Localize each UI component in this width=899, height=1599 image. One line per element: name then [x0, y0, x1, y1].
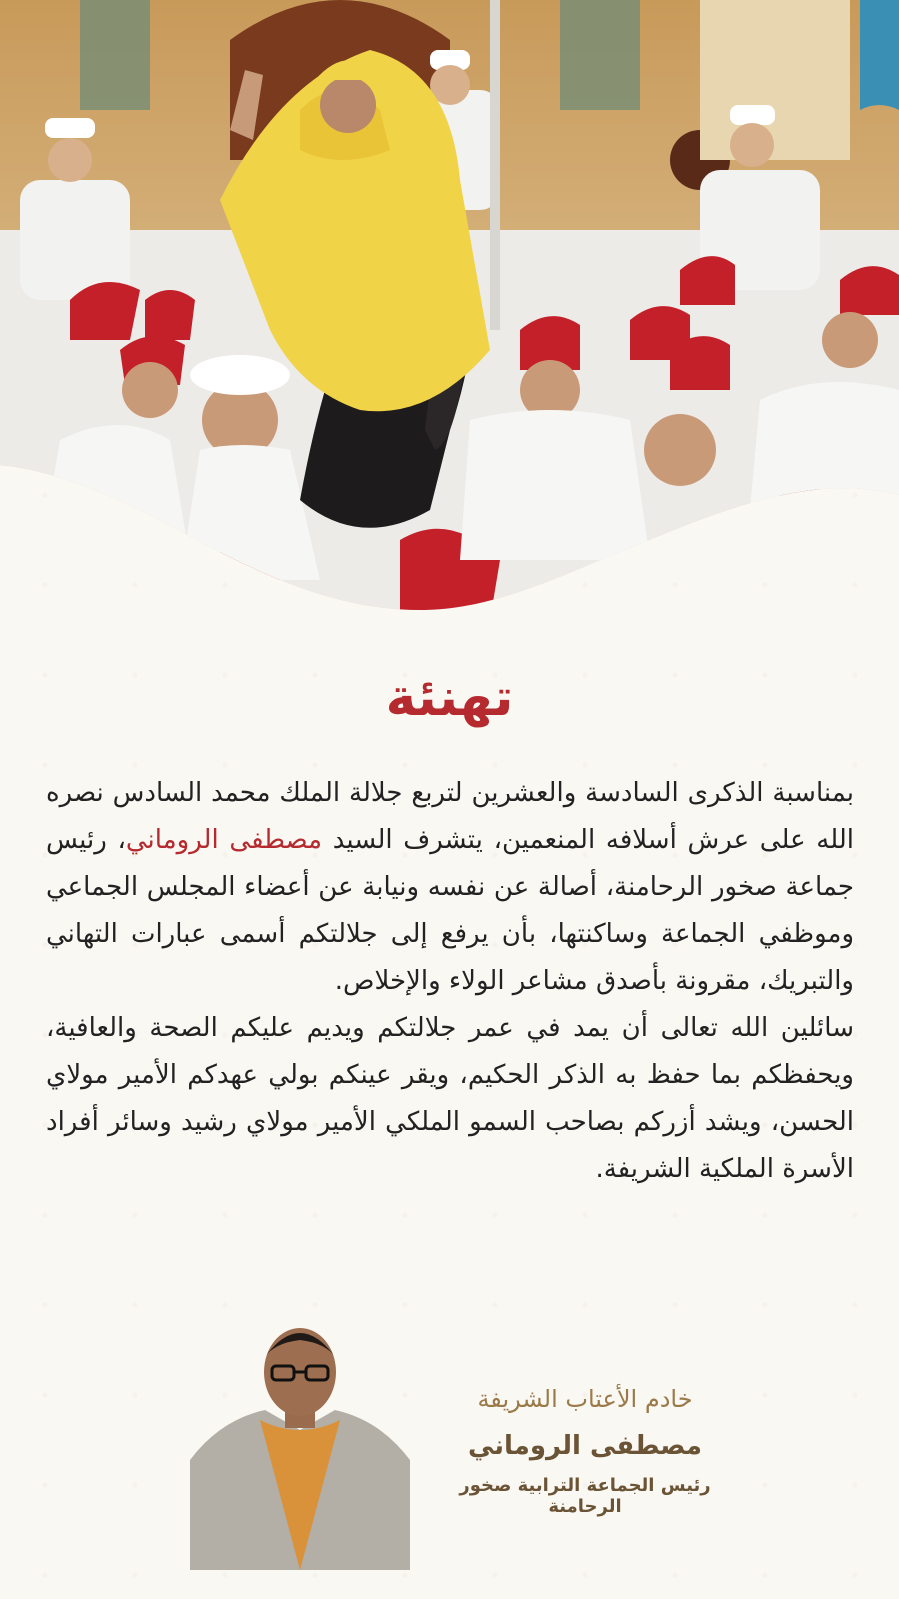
message-paragraph-2: سائلين الله تعالى أن يمد في عمر جلالتكم ويديم عليكم الصحة والعافية، ويحفظكم بما حفظ به الذكر الحكيم، ويقر عينكم بولي عهدكم الأمير مولاي الحسن، ويشد أزركم بصاحب السمو الملكي الأمير مولاي رشيد وسائر أفراد الأسرة الملكية الشريفة.	[46, 1013, 854, 1184]
page-title: تهنئة	[385, 668, 514, 728]
hero-photo	[0, 0, 899, 620]
message-body	[46, 770, 854, 1193]
signature-role: خادم الأعتاب الشريفة	[477, 1385, 693, 1413]
paragraph-1-tail: ، رئيس جماعة صخور الرحامنة، أصالة عن نفسه ونيابة عن أعضاء المجلس الجماعي وموظفي الجماعة وساكنتها، بأن يرفع إلى جلالتكم أسمى عبارات التهاني والتبريك، مقرونة بأصدق مشاعر الولاء والإخلاص.	[46, 825, 854, 996]
signatory-portrait	[190, 1320, 410, 1570]
signature-block	[420, 1385, 750, 1517]
highlighted-name: مصطفى الروماني	[125, 825, 323, 855]
signature-subtitle: رئيس الجماعة الترابية صخور الرحامنة	[459, 1475, 711, 1517]
message-paragraph-1	[46, 770, 854, 1005]
paragraph-1-lead: بمناسبة الذكرى السادسة والعشرين لتربع جلالة الملك محمد السادس نصره الله على عرش أسلافه المنعمين، يتشرف السيد	[46, 778, 854, 855]
signature-name: مصطفى الروماني	[467, 1431, 703, 1461]
